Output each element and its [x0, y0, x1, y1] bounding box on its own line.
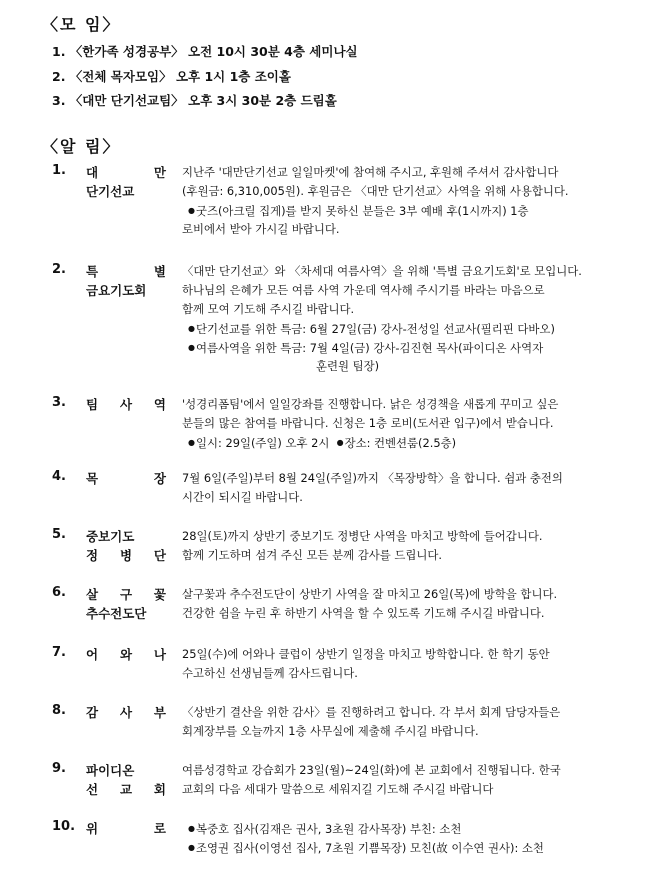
notices-title: 〈알 림〉 — [42, 137, 121, 156]
notice-line: 일시: 29일(주일) 오후 2시 — [195, 436, 330, 450]
notice-bullet-line — [182, 819, 602, 838]
notice-label-line: 정 병 단 — [86, 548, 166, 563]
notice-line: 건강한 쉼을 누린 후 하반기 사역을 할 수 있도록 기도해 주시길 바랍니다. — [182, 606, 545, 620]
notice-label — [86, 819, 166, 838]
bullet-icon — [188, 841, 196, 855]
notice-body — [182, 585, 602, 623]
notice-body — [182, 703, 602, 741]
notice-line: 복중호 집사(김재은 권사, 3초원 감사목장) 부친: 소천 — [195, 822, 462, 836]
notice-line: 여름사역을 위한 특금: 7월 4일(금) 강사-김진현 목사(파이디온 사역자 — [195, 341, 544, 355]
notice-number: 1. — [52, 163, 66, 178]
notice-bullet-line — [182, 433, 602, 452]
notice-line: 함께 모여 기도해 주시길 바랍니다. — [182, 302, 355, 316]
notice-body — [182, 761, 602, 799]
notice-label — [86, 703, 166, 722]
notice-body — [182, 395, 602, 452]
notice-line: 회계장부를 오늘까지 1층 사무실에 제출해 주시길 바랍니다. — [182, 724, 479, 738]
bullet-icon — [337, 436, 345, 450]
notice-number: 5. — [52, 527, 66, 542]
notice-line: 훈련원 팀장) — [316, 359, 380, 373]
notice-label — [86, 761, 166, 799]
notice-line: 여름성경학교 강습회가 23일(월)~24일(화)에 본 교회에서 진행됩니다. 한국 — [182, 763, 561, 777]
bullet-icon — [188, 822, 196, 836]
notice-line: 7월 6일(주일)부터 8월 24일(주일)까지 〈목장방학〉을 합니다. 쉼과 충전의 — [182, 471, 563, 485]
bullet-icon — [188, 322, 196, 336]
notice-label-line: 어 와 나 — [86, 647, 166, 662]
meeting-item: 3. 〈대만 단기선교팀〉 오후 3시 30분 2층 드림홀 — [52, 93, 337, 108]
notice-number: 8. — [52, 703, 66, 718]
meetings-title: 〈모 임〉 — [42, 15, 121, 34]
notice-number: 3. — [52, 395, 66, 410]
notice-number: 7. — [52, 645, 66, 660]
notice-number: 4. — [52, 469, 66, 484]
notice-label-line: 감 사 부 — [86, 705, 166, 720]
notice-body — [182, 645, 602, 683]
bullet-icon — [188, 436, 196, 450]
notice-label — [86, 163, 166, 201]
notice-line: 단기선교를 위한 특금: 6월 27일(금) 강사-전성일 선교사(필리핀 다바오) — [195, 322, 555, 336]
notice-bullet-line — [182, 838, 602, 857]
notice-bullet-line — [182, 201, 602, 220]
notice-label-line: 추수전도단 — [86, 606, 147, 621]
notice-line: 수고하신 선생님들께 감사드립니다. — [182, 666, 358, 680]
notice-line: 하나님의 은혜가 모든 여름 사역 가운데 역사해 주시기를 바라는 마음으로 — [182, 283, 545, 297]
notice-line: 굿즈(아크릴 집게)를 받지 못하신 분들은 3부 예배 후(1시까지) 1층 — [195, 204, 529, 218]
notice-line: 25일(수)에 어와나 클럽이 상반기 일정을 마치고 방학합니다. 한 학기 동안 — [182, 647, 550, 661]
notice-line: 로비에서 받아 가시길 바랍니다. — [182, 222, 340, 236]
meeting-item: 1. 〈한가족 성경공부〉 오전 10시 30분 4층 세미나실 — [52, 44, 358, 59]
notice-line: 조영권 집사(이영선 집사, 7초원 기쁨목장) 모친(故 이수연 권사): 소천 — [195, 841, 544, 855]
notice-label — [86, 395, 166, 414]
notice-body — [182, 819, 602, 857]
notice-body — [182, 163, 602, 239]
notice-line: (후원금: 6,310,005원). 후원금은 〈대만 단기선교〉사역을 위해 사용합니다. — [182, 184, 569, 198]
notice-label-line: 단기선교 — [86, 184, 135, 199]
notice-label-line: 살 구 꽃 — [86, 587, 166, 602]
notice-label — [86, 469, 166, 488]
bullet-icon — [188, 204, 196, 218]
notice-bullet-line — [182, 319, 602, 338]
notice-line: 〈대만 단기선교〉와 〈차세대 여름사역〉을 위해 '특별 금요기도회'로 모입니다. — [182, 264, 582, 278]
notice-label-line: 금요기도회 — [86, 283, 147, 298]
notice-number: 9. — [52, 761, 66, 776]
notice-label — [86, 585, 166, 623]
notice-label-line: 위 로 — [86, 821, 166, 836]
notice-body — [182, 469, 602, 507]
notice-line: 분들의 많은 참여를 바랍니다. 신청은 1층 로비(도서관 입구)에서 받습니다. — [182, 416, 554, 430]
notice-body — [182, 527, 602, 565]
notice-line: 함께 기도하며 섬겨 주신 모든 분께 감사를 드립니다. — [182, 548, 443, 562]
bullet-icon — [188, 341, 196, 355]
notice-label-line: 목 장 — [86, 471, 166, 486]
notice-line: 〈상반기 결산을 위한 감사〉를 진행하려고 합니다. 각 부서 회계 담당자들은 — [182, 705, 561, 719]
notice-line: '성경리폼팀'에서 일일강좌를 진행합니다. 낡은 성경책을 새롭게 꾸미고 싶은 — [182, 397, 559, 411]
notice-bullet-line — [182, 338, 602, 357]
notice-line: 시간이 되시길 바랍니다. — [182, 490, 303, 504]
notice-line: 지난주 '대만단기선교 일일마켓'에 참여해 주시고, 후원해 주셔서 감사합니다 — [182, 165, 559, 179]
notice-label-line: 대 만 — [86, 165, 166, 180]
meeting-item: 2. 〈전체 목자모임〉 오후 1시 1층 조이홀 — [52, 69, 291, 84]
notice-line: 살구꽃과 추수전도단이 상반기 사역을 잘 마치고 26일(목)에 방학을 합니다. — [182, 587, 558, 601]
notice-line: 장소: 컨벤션룸(2.5층) — [344, 436, 457, 450]
notice-line: 28일(토)까지 상반기 중보기도 정병단 사역을 마치고 방학에 들어갑니다. — [182, 529, 543, 543]
notice-label — [86, 527, 166, 565]
notice-line: 교회의 다음 세대가 말씀으로 세워지길 기도해 주시길 바랍니다 — [182, 782, 494, 796]
notice-label-line: 중보기도 — [86, 529, 135, 544]
notice-label-line: 팀 사 역 — [86, 397, 166, 412]
notice-label-line: 선 교 회 — [86, 782, 166, 797]
notice-number: 10. — [52, 819, 76, 834]
notice-body — [182, 262, 602, 376]
notice-number: 6. — [52, 585, 66, 600]
notice-number: 2. — [52, 262, 66, 277]
notice-label — [86, 645, 166, 664]
notice-label-line: 특 별 — [86, 264, 166, 279]
notice-label-line: 파이디온 — [86, 763, 135, 778]
notice-label — [86, 262, 166, 300]
